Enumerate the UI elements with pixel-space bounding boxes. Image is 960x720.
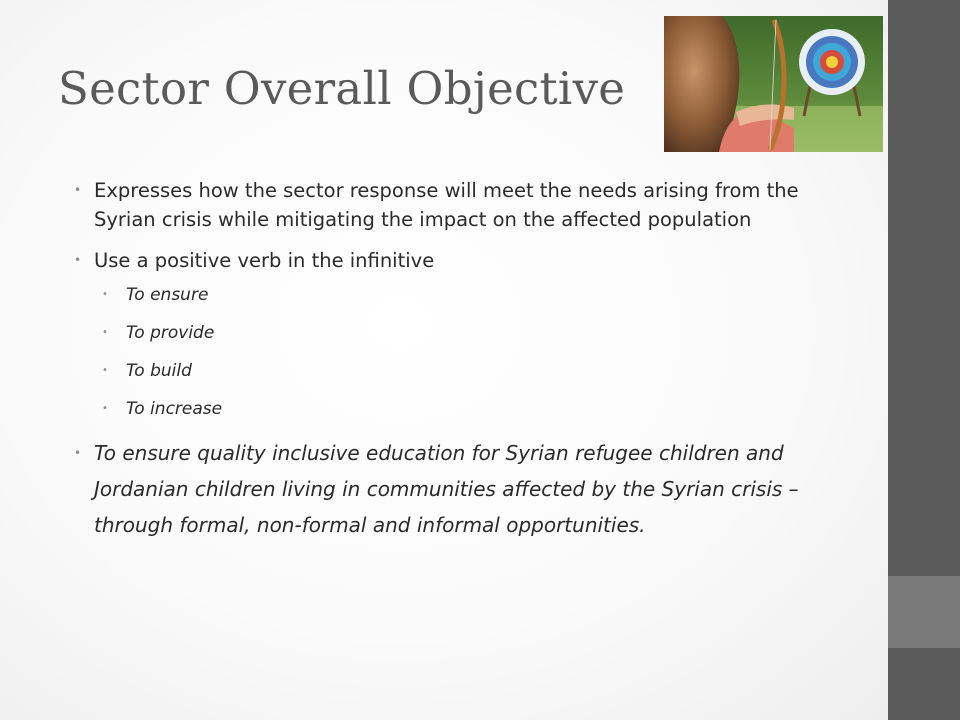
- sub-bullet-text: To provide: [126, 323, 215, 343]
- bullet-icon: •: [102, 327, 108, 338]
- sub-bullet-item: [74, 283, 844, 307]
- sub-bullet-text: To ensure: [126, 285, 209, 305]
- sub-bullet-text: To increase: [126, 399, 223, 419]
- bullet-item: [74, 176, 844, 234]
- bullet-icon: •: [102, 289, 108, 300]
- bullet-text: To ensure quality inclusive education for Syrian refugee children and Jordanian children living in communities affected by the Syrian crisis – through formal, non-formal and informal opportunities.: [94, 441, 799, 537]
- sub-bullet-item: [74, 397, 844, 421]
- bullet-icon: •: [74, 253, 82, 267]
- bullet-icon: •: [74, 183, 82, 197]
- sidebar-band: [888, 576, 960, 648]
- sub-bullet-item: [74, 321, 844, 345]
- bullet-item: [74, 246, 844, 275]
- bullet-icon: •: [74, 446, 82, 460]
- bullet-item: [74, 435, 844, 543]
- sub-bullet-text: To build: [126, 361, 192, 381]
- sub-bullet-item: [74, 359, 844, 383]
- bullet-list: [74, 176, 844, 555]
- sidebar-decoration: [888, 0, 960, 720]
- bullet-text: Expresses how the sector response will meet the needs arising from the Syrian crisis while mitigating the impact on the affected population: [94, 179, 799, 231]
- bullet-text: Use a positive verb in the infinitive: [94, 249, 435, 272]
- bullet-icon: •: [102, 365, 108, 376]
- archery-target-photo: [664, 16, 883, 152]
- slide-title: Sector Overall Objective: [58, 62, 626, 115]
- bullet-icon: •: [102, 403, 108, 414]
